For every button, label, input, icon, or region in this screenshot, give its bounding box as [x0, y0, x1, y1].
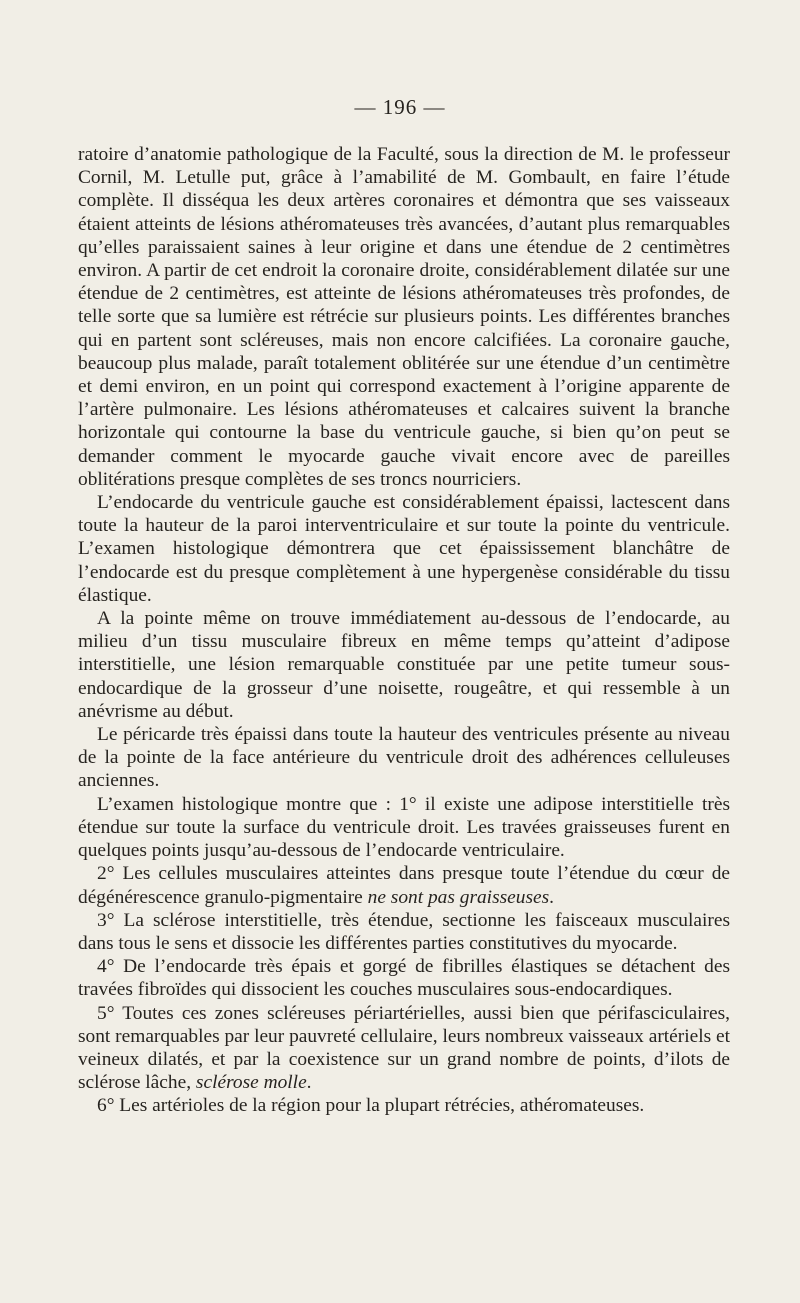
paragraph: ratoire d’anatomie pathologique de la Faculté, sous la direction de M. le professeur Cornil, M. Letulle put, grâce à l’amabilité de M. Gombault, en faire l’étude complète. Il disséqua les deux artères coronaires et démontra que ses vaisseaux étaient atteints de lésions athéromateuses très avancées, d’autant plus remarquables qu’elles paraissaient saines à leur origine et dans une étendue de 2 centimètres environ. A partir de cet endroit la coronaire droite, considérablement dilatée sur une étendue de 2 centimètres, est atteinte de lésions athéromateuses très profondes, de telle sorte que sa lumière est rétrécie sur plusieurs points. Les différentes branches qui en partent sont scléreuses, mais non encore calcifiées. La coronaire gauche, beaucoup plus malade, paraît totalement oblitérée sur une étendue d’un centimètre et demi environ, en un point qui correspond exactement à l’origine apparente de l’artère pulmonaire. Les lésions athéromateuses et calcaires suivent la branche horizontale qui contourne la base du ventricule gauche, si bien qu’on peut se demander comment le myocarde gauche vivait encore avec de pareilles oblitérations presque complètes de ses troncs nourriciers. — [78, 144, 730, 490]
paragraph-end: . — [306, 1072, 312, 1094]
paragraph-text: 5° Toutes ces zones scléreuses périartérielles, aussi bien que périfasciculaires, sont remarquables par leur pauvreté cellulaire, leurs nombreux vaisseaux artériels et veineux dilatés, et par la coexistence sur un grand nombre de points, d’ilots de sclérose lâche, — [78, 1002, 731, 1094]
paragraph: L’examen histologique montre que : 1° il existe une adipose interstitielle très étendue sur toute la surface du ventricule droit. Les travées graisseuses furent en quelques points jusqu’au-dessous de l’endocarde ventriculaire. — [78, 793, 730, 862]
paragraph: L’endocarde du ventricule gauche est considérablement épaissi, lactescent dans toute la hauteur de la paroi interventriculaire et sur toute la pointe du ventricule. L’examen histologique démontrera que cet épaississement blanchâtre de l’endocarde est du presque complètement à une hypergenèse considérable du tissu élastique. — [78, 492, 730, 606]
paragraph: 4° De l’endocarde très épais et gorgé de fibrilles élastiques se détachent des travées fibroïdes qui dissocient les couches musculaires sous-endocardiques. — [78, 956, 730, 1001]
italic-phrase: ne sont pas graisseuses — [367, 886, 550, 908]
paragraph-end: . — [549, 886, 555, 908]
paragraph: 3° La sclérose interstitielle, très étendue, sectionne les faisceaux musculaires dans tous le sens et dissocie les différentes parties constitutives du myocarde. — [78, 909, 730, 954]
paragraph: 6° Les artérioles de la région pour la plupart rétrécies, athéromateuses. — [97, 1095, 645, 1117]
paragraph-text: 2° Les cellules musculaires atteintes dans presque toute l’étendue du cœur de dégénérescence granulo-pigmentaire — [78, 863, 730, 908]
page-number: — 196 — — [354, 95, 446, 119]
italic-phrase: sclérose molle — [195, 1072, 307, 1094]
paragraph — [78, 862, 730, 908]
paragraph: Le péricarde très épaissi dans toute la hauteur des ventricules présente au niveau de la pointe de la face antérieure du ventricule droit des adhérences celluleuses anciennes. — [78, 724, 730, 792]
paragraph — [78, 1002, 730, 1095]
paragraph: A la pointe même on trouve immédiatement au-dessous de l’endocarde, au milieu d’un tissu musculaire fibreux en même temps qu’atteint d’adipose interstitielle, une lésion remarquable constituée par une petite tumeur sous-endocardique de la grosseur d’une noisette, rougeâtre, et qui ressemble à un anévrisme au début. — [78, 608, 730, 722]
body-text — [78, 143, 730, 1118]
